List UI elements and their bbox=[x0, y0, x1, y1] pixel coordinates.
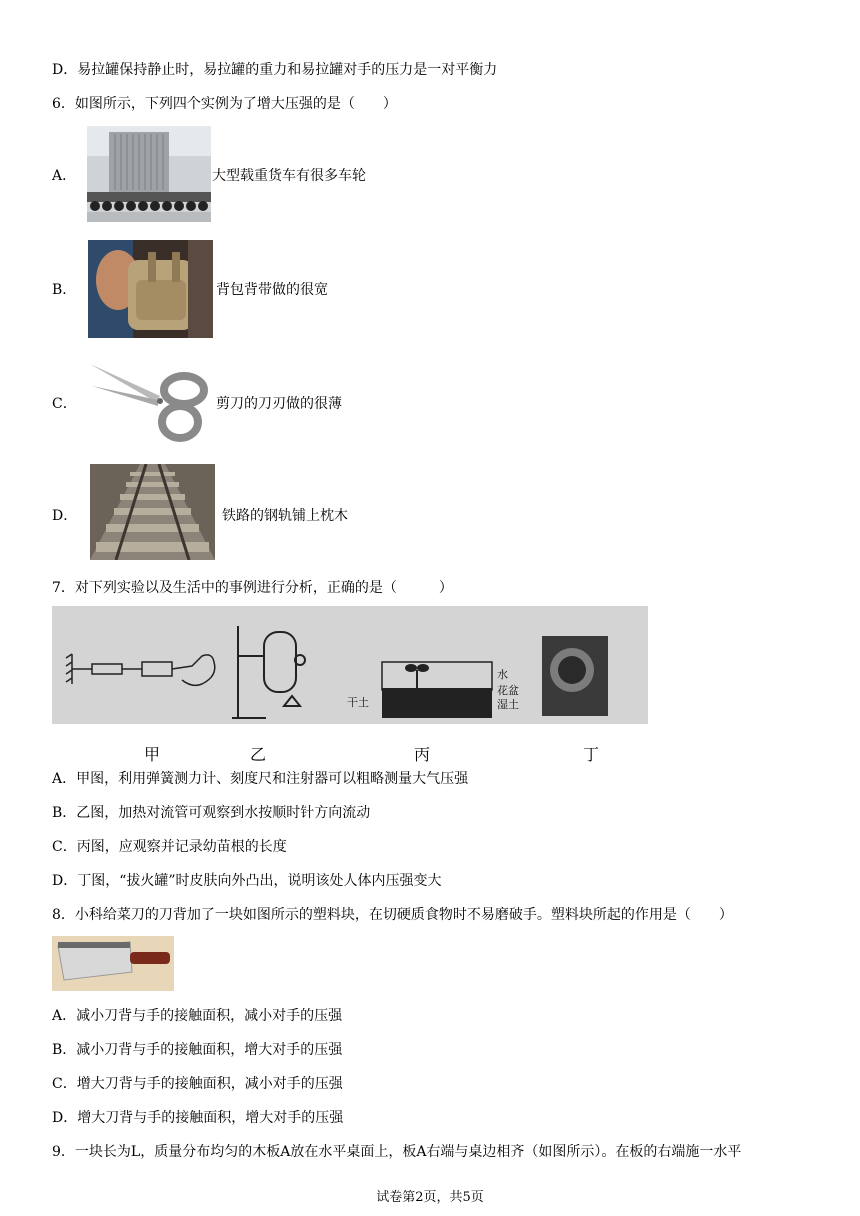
q8-option-d: D．增大刀背与手的接触面积，增大对手的压强 bbox=[52, 1110, 344, 1126]
q6-option-d bbox=[52, 464, 452, 564]
option-text: 背包背带做的很宽 bbox=[216, 282, 328, 298]
figure-label-jia: 甲 bbox=[144, 745, 161, 764]
option-letter: A． bbox=[52, 168, 77, 184]
figure-label-ding: 丁 bbox=[583, 745, 600, 764]
option-text: 铁路的钢轨铺上枕木 bbox=[222, 508, 348, 524]
q9-stem: 9．一块长为L，质量分布均匀的木板A放在水平桌面上，板A右端与桌边相齐（如图所示）。在板的右端施一水平 bbox=[52, 1144, 742, 1160]
pot-label: 花盆 bbox=[497, 684, 519, 697]
q8-stem: 8．小科给菜刀的刀背加了一块如图所示的塑料块，在切硬质食物时不易磨破手。塑料块所起的作用是（ ） bbox=[52, 907, 733, 923]
q7-option-b: B．乙图，加热对流管可观察到水按顺时针方向流动 bbox=[52, 805, 371, 821]
option-letter: C． bbox=[52, 396, 77, 412]
page-footer: 试卷第2页，共5页 bbox=[376, 1190, 484, 1205]
backpack-photo bbox=[88, 240, 213, 338]
option-letter: B． bbox=[52, 282, 77, 298]
q8-option-c: C．增大刀背与手的接触面积，减小对手的压强 bbox=[52, 1076, 343, 1092]
q8-option-b: B．减小刀背与手的接触面积，增大对手的压强 bbox=[52, 1042, 343, 1058]
option-text: 大型载重货车有很多车轮 bbox=[212, 168, 366, 184]
q8-option-a: A．减小刀背与手的接触面积，减小对手的压强 bbox=[52, 1008, 343, 1024]
q6-option-a bbox=[52, 126, 452, 226]
q7-experiment-figure bbox=[52, 606, 648, 724]
soil-label: 干土 bbox=[347, 696, 369, 709]
q6-option-b bbox=[52, 240, 452, 340]
wet-soil-label: 湿土 bbox=[497, 698, 519, 711]
option-letter: D． bbox=[52, 508, 78, 524]
q6-stem: 6．如图所示，下列四个实例为了增大压强的是（ ） bbox=[52, 96, 397, 112]
q7-option-d: D．丁图，“拔火罐”时皮肤向外凸出，说明该处人体内压强变大 bbox=[52, 873, 442, 889]
q6-option-c bbox=[52, 354, 452, 454]
scissors-photo bbox=[86, 356, 210, 448]
truck-photo bbox=[87, 126, 211, 222]
cleaver-photo bbox=[52, 936, 174, 991]
railway-photo bbox=[90, 464, 215, 560]
experiment-drawings bbox=[52, 606, 648, 724]
q7-stem: 7．对下列实验以及生活中的事例进行分析，正确的是（ ） bbox=[52, 580, 453, 596]
water-label: 水 bbox=[497, 668, 508, 681]
q7-option-c: C．丙图，应观察并记录幼苗根的长度 bbox=[52, 839, 287, 855]
q7-option-a: A．甲图，利用弹簧测力计、刻度尺和注射器可以粗略测量大气压强 bbox=[52, 771, 469, 787]
q5-option-d: D．易拉罐保持静止时，易拉罐的重力和易拉罐对手的压力是一对平衡力 bbox=[52, 62, 498, 78]
figure-label-yi: 乙 bbox=[250, 745, 267, 764]
option-text: 剪刀的刀刃做的很薄 bbox=[216, 396, 342, 412]
figure-label-bing: 丙 bbox=[414, 745, 431, 764]
